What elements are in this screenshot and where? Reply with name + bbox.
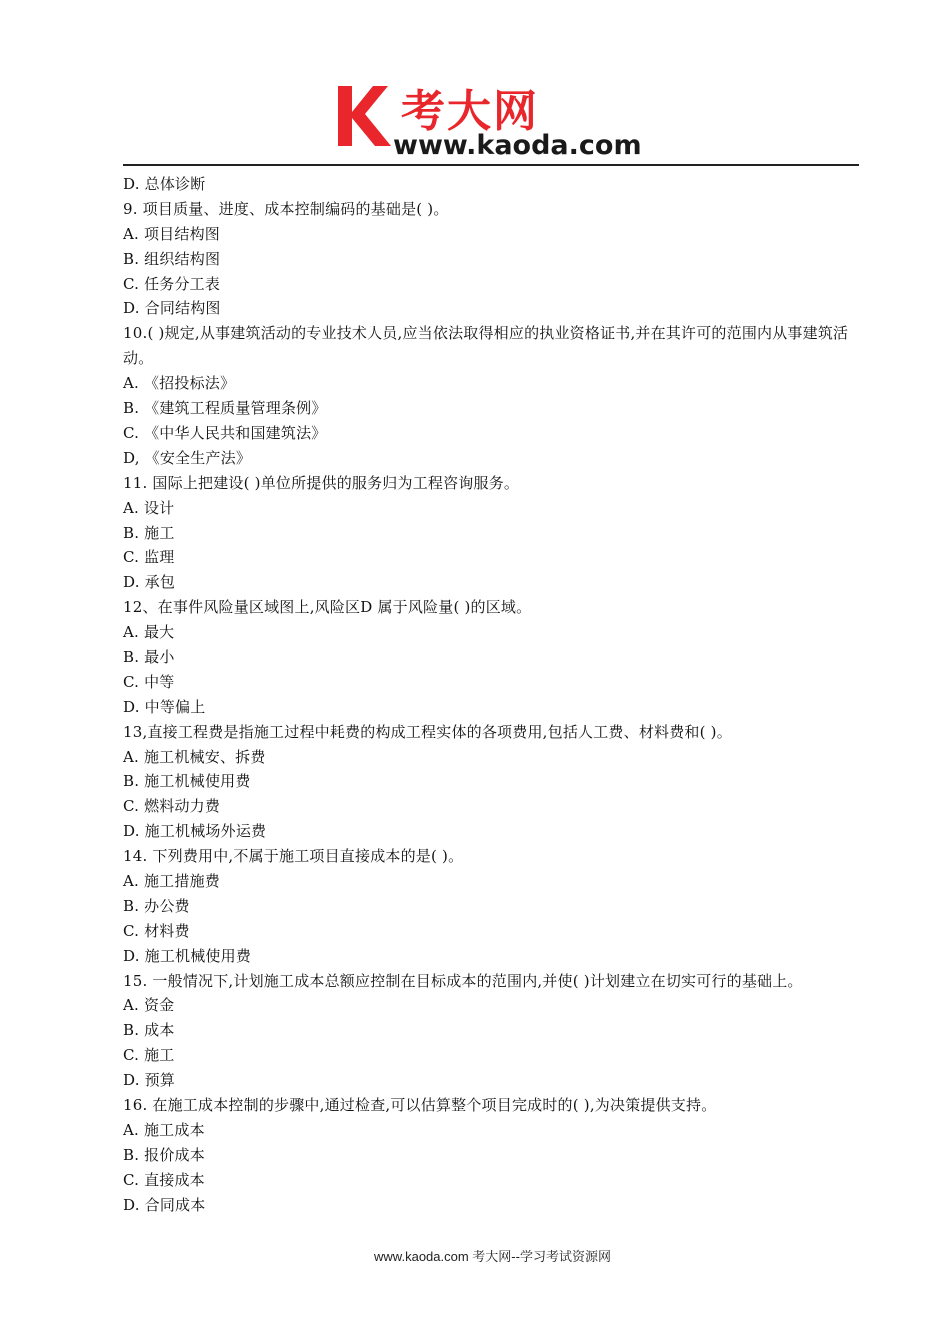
answer-option: B. 办公费 [123,896,190,915]
svg-text:www.kaoda.com: www.kaoda.com [393,130,642,161]
answer-option: D. 总体诊断 [123,175,206,193]
page-footer: www.kaoda.com 考大网--学习考试资源网 [374,1249,611,1264]
answer-option: B. 施工 [123,523,175,542]
answer-option: C. 燃料动力费 [123,797,221,816]
header-divider [123,164,859,166]
question-text: 11. 国际上把建设( )单位所提供的服务归为工程咨询服务。 [123,473,520,492]
question-text: 15. 一般情况下,计划施工成本总额应控制在目标成本的范围内,并使( )计划建立在切实可行的基础上。 [123,971,803,990]
question-text: 16. 在施工成本控制的步骤中,通过检查,可以估算整个项目完成时的( ),为决策提供支持。 [123,1096,717,1114]
answer-option: D. 合同结构图 [123,299,221,318]
answer-option: A. 设计 [123,498,175,517]
answer-option: A. 最大 [123,623,175,642]
answer-option: C. 监理 [123,548,175,567]
answer-option: A. 项目结构图 [123,224,220,243]
answer-option: B. 组织结构图 [123,249,221,268]
answer-option: C. 材料费 [123,921,190,940]
question-text: 13,直接工程费是指施工过程中耗费的构成工程实体的各项费用,包括人工费、材料费和( )。 [123,722,732,741]
answer-option: A. 《招投标法》 [123,374,236,393]
answer-option: B. 最小 [123,647,175,666]
answer-option: B. 《建筑工程质量管理条例》 [123,399,327,418]
answer-option: D. 中等偏上 [123,697,206,716]
answer-option: A. 施工机械安、拆费 [123,747,266,766]
kaoda-logo [333,72,663,164]
answer-option: A. 资金 [123,996,175,1015]
answer-option: D. 施工机械场外运费 [123,822,267,841]
answer-option: D. 承包 [123,573,176,592]
svg-text:考大网: 考大网 [401,86,539,137]
page-header [0,0,950,166]
answer-option: A. 施工成本 [123,1120,205,1139]
question-text: 10.( )规定,从事建筑活动的专业技术人员,应当依法取得相应的执业资格证书,并在其许可的范围内从事建筑活动。 [123,324,849,368]
answer-option: B. 施工机械使用费 [123,772,251,791]
answer-option: D. 合同成本 [123,1195,206,1214]
question-text: 9. 项目质量、进度、成本控制编码的基础是( )。 [123,199,449,218]
answer-option: B. 成本 [123,1021,175,1040]
answer-option: A. 施工措施费 [123,871,220,890]
answer-option: D. 预算 [123,1071,176,1090]
answer-option: D. 施工机械使用费 [123,946,252,965]
answer-option: D, 《安全生产法》 [123,448,252,467]
question-text: 12、在事件风险量区域图上,风险区D 属于风险量( )的区域。 [123,598,532,617]
answer-option: C. 《中华人民共和国建筑法》 [123,423,327,442]
answer-option: C. 直接成本 [123,1170,205,1189]
question-list [123,172,863,1217]
question-text: 14. 下列费用中,不属于施工项目直接成本的是( )。 [123,847,464,866]
answer-option: C. 中等 [123,672,175,691]
answer-option: C. 任务分工表 [123,274,221,293]
answer-option: C. 施工 [123,1046,175,1065]
kaoda-logo-graphic [333,72,663,164]
answer-option: B. 报价成本 [123,1145,205,1164]
